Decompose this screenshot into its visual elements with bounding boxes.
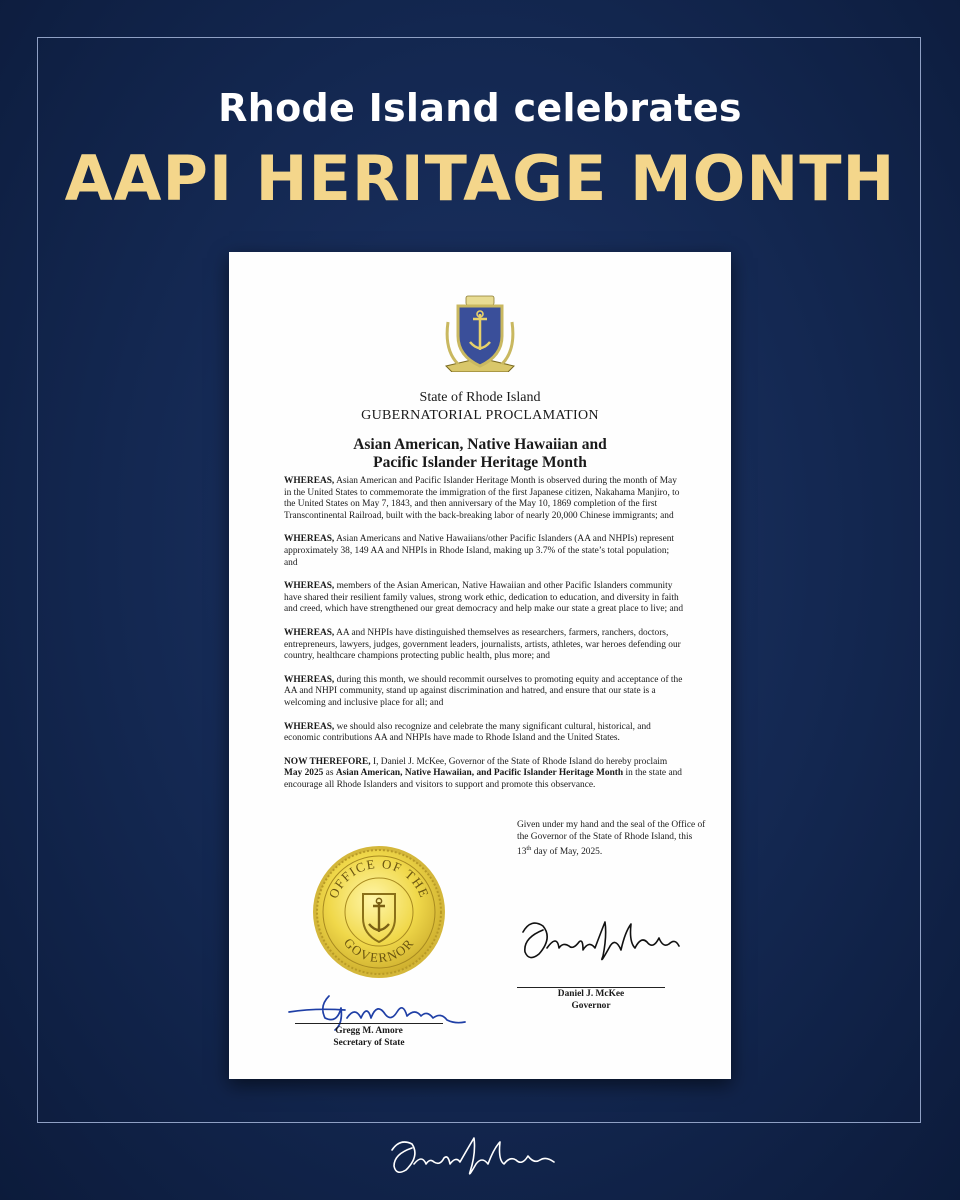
now-therefore-paragraph	[284, 757, 684, 792]
governor-name: Daniel J. McKee	[557, 989, 625, 999]
document-kind: GUBERNATORIAL PROCLAMATION	[361, 408, 599, 423]
given-text-1: Given under my hand and the seal of the Office of the Governor of the State of Rhode Island, this 13	[517, 820, 706, 858]
whereas-label: WHEREAS,	[284, 721, 335, 732]
seal-text-top: OFFICE OF THE	[325, 855, 433, 901]
secretary-signature-line	[295, 1023, 443, 1024]
headline-subtitle: Rhode Island celebrates	[218, 86, 742, 130]
proclaimed-month: May 2025	[284, 768, 324, 779]
whereas-label: WHEREAS,	[284, 581, 335, 592]
given-text-2: day of May, 2025.	[533, 847, 603, 858]
headline-title: AAPI HERITAGE MONTH	[64, 142, 896, 215]
footer-signature-icon	[384, 1130, 580, 1180]
now-text-2: as	[325, 768, 334, 779]
now-text-3: in the state and encourage all Rhode Islanders and visitors to support and promote this observance.	[284, 768, 682, 790]
secretary-name: Gregg M. Amore	[335, 1026, 403, 1036]
proclamation-document	[229, 252, 731, 1079]
whereas-paragraph	[284, 581, 684, 616]
document-title-line-1: Asian American, Native Hawaiian and	[353, 436, 607, 453]
proclamation-body	[284, 476, 684, 803]
paragraph-text: Asian Americans and Native Hawaiians/other Pacific Islanders (AA and NHPIs) represent approximately 38, 149 AA and NHPIs in Rhode Island, making up 3.7% of the state’s total population; and	[284, 534, 675, 568]
paragraph-text: during this month, we should recommit ourselves to promoting equity and acceptance of the AA and NHPI community, stand up against discrimination and hatred, and ensure that our state is a welcoming and inclusive place for all; and	[284, 674, 683, 708]
whereas-label: WHEREAS,	[284, 627, 335, 638]
given-superscript: th	[526, 845, 532, 853]
now-therefore-label: NOW THEREFORE,	[284, 756, 371, 767]
given-under-hand	[517, 820, 707, 859]
whereas-label: WHEREAS,	[284, 476, 335, 486]
state-crest-icon	[442, 292, 518, 372]
whereas-paragraph	[284, 722, 684, 745]
paragraph-text: Asian American and Pacific Islander Heritage Month is observed during the month of May in the United States to commemorate the immigration of the first Japanese citizen, Nakahama Manjiro, to the United States on May 7, 1843, and then anniversary of the May 10, 1869 completion of the first Transcontinental Railroad, built with the back-breaking labor of nearly 20,000 Chinese immigrants; and	[284, 476, 680, 521]
paragraph-text: members of the Asian American, Native Hawaiian and other Pacific Islanders community have shared their resilient family values, strong work ethic, dedication to education, and diversity in faith and creed, which have strengthened our great democracy and help make our state a great place to live; and	[284, 581, 684, 615]
governor-title: Governor	[571, 1000, 611, 1011]
document-title-line-2: Pacific Islander Heritage Month	[373, 454, 587, 471]
document-title	[229, 436, 731, 472]
seal-text-bottom: GOVERNOR	[340, 935, 418, 966]
governor-block	[517, 989, 665, 1012]
paragraph-text: we should also recognize and celebrate the many significant cultural, historical, and economic contributions AA and NHPIs have made to Rhode Island and the United States.	[284, 721, 651, 744]
document-state: State of Rhode Island	[419, 390, 541, 405]
secretary-block	[295, 1026, 443, 1049]
paragraph-text: AA and NHPIs have distinguished themselves as researchers, farmers, ranchers, doctors, entrepreneurs, lawyers, judges, government leaders, journalists, artists, athletes, war heroes defending our country, healthcare champions protecting public health, plus more; and	[284, 627, 681, 662]
whereas-label: WHEREAS,	[284, 674, 335, 685]
whereas-paragraph	[284, 476, 684, 522]
whereas-label: WHEREAS,	[284, 534, 335, 545]
governor-signature-line	[517, 987, 665, 988]
whereas-paragraph	[284, 534, 684, 569]
now-text-1: I, Daniel J. McKee, Governor of the State of Rhode Island do hereby proclaim	[373, 756, 668, 767]
whereas-paragraph	[284, 675, 684, 710]
secretary-title: Secretary of State	[333, 1037, 405, 1048]
governor-signature-icon	[513, 912, 693, 968]
whereas-paragraph	[284, 628, 684, 663]
observance-name: Asian American, Native Hawaiian, and Pacific Islander Heritage Month	[335, 768, 624, 779]
governor-seal-icon	[311, 844, 447, 980]
